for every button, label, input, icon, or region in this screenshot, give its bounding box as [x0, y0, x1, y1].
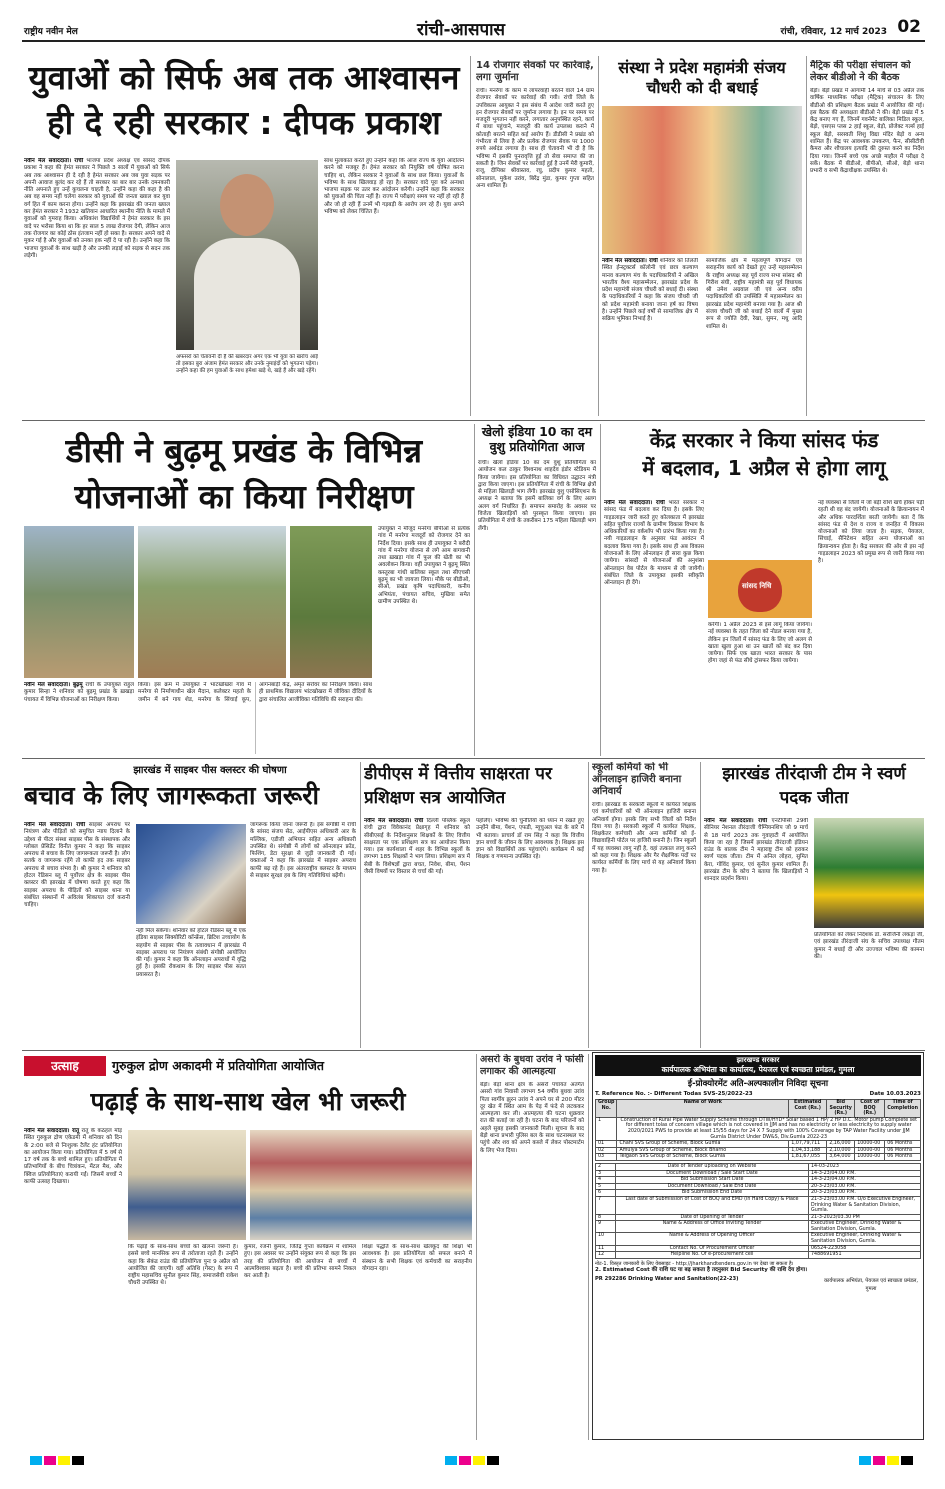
s5-photo-1 — [24, 526, 134, 678]
table-row: 01 Chahi SVS Group of Scheme, Block Gumla 1,07,79,711 2,16,000 10000-00 06 Months — [596, 1141, 921, 1148]
s5-headline-line2: योजनाओं का किया निरीक्षण — [74, 477, 414, 516]
s5-headline — [24, 428, 464, 524]
tender-pr: PR 292286 Drinking Water and Sanitation(22-23) — [595, 1275, 739, 1282]
section-title: रांची-आसपास — [417, 20, 506, 40]
tender-office: कार्यपालक अभियंता का कार्यालय, पेयजल एवं स्वच्छता प्रमंडल, गुमला — [661, 1065, 855, 1074]
s11-byline: नवीन मेल संवाददाता। रांची — [704, 818, 768, 824]
s12-kicker2: गुरुकुल द्रोण अकादमी में प्रतियोगिता आयोजित — [112, 1058, 324, 1073]
col-boq: Cost of BOQ (Rs.) — [855, 1100, 885, 1118]
table-row: 03 Telgaon SVS Group of Scheme, Block Gumla 1,81,67,055 3,64,000 10000-00 06 Months — [596, 1154, 921, 1161]
s1-body2: साथ मुलाकात करते हुए उन्होंने कहा कि आज राज्य के युवा आंदोलन करने को मजबूर हैं। हेमंत सरकार को नियुक्ति वर्ष घोषित करना चाहिए था, लेकिन सरकार ने युवाओं के साथ छल किया। युवाओं के भविष्य के साथ खिलवाड़ हो रहा है। सरकार वादे पूरा करे अन्यथा भाजपा सड़क पर उतर कर आंदोलन करेगी। उन्होंने कहा कि सरकार को युवाओं की चिंता नहीं है। राज्य में परीक्षाएं समय पर नहीं हो रही हैं और जो हो रही हैं उनमें भी गड़बड़ी के आरोप लग रहे हैं। युवा अपने भविष्य को लेकर चिंतित हैं। — [324, 158, 464, 216]
s5-caption-text: रांची के उपायुक्त राहुल कुमार सिन्हा ने शनिवार को बुढ़मू प्रखंड के ख़खड़ा पंचायत में विभिन्न योजनाओं का निरीक्षण किया। — [24, 682, 134, 703]
s1-text: भाजपा प्रदेश अध्यक्ष एवं सांसद दीपक प्रकाश ने कहा की हेमंत सरकार ने पिछले 3 सालों में युवाओं को सिर्फ अब तक आश्वासन ही दे रही है हेमंत सरकार अब जब युवा सड़क पर अपनी आवाज बुलंद कर रहे हैं तो सरकार का बार बार उनके दमनकारी नीति अपनाते हुए उन्हें कुचलना चाहती है, उन्होंने कहा की कहा है की अब वह समय नहीं चलेगा सरकार को युवाओं की जनता ख्याल कर युवा वर्ग हित में काम करना होगा। उन्होंने कहा कि झारखंड की जनता ख्याल कर हेमंत सरकार ने 1932 खतियान आधारित स्थानीय नीति के मामले में युवाओं को गुमराह किया। अधिकांश विद्यार्थियों ने हेमंत सरकार के इस वादे पर भरोसा किया था कि हर साल 5 लाख रोजगार देगी, लेकिन आज तक रोजगार का कोई ठोस इंतजाम नहीं हो सका है। सरकार अपने वादे से मुकर गई है और युवाओं को उनका हक नहीं दे पा रही है। उन्होंने कहा कि भाजपा युवाओं के साथ खड़ी है और उनकी लड़ाई को सड़क से सदन तक लड़ेगी। — [24, 158, 170, 259]
s1-caption: अफसरों को चेतावनी दी है की खबरदार अगर एक भी युवा को खरोंच आई तो इसका बुरा अंजाम हेमंत सरकार और उनके नुमाइंदों को भुगतना पड़ेगा। उन्होंने कहा की हम युवाओं के साथ हमेशा खड़े थे, खड़े हैं और खड़े रहेंगे। — [176, 354, 318, 374]
s12-body2: कि पढ़ाई के साथ-साथ बच्चों को खेलना जरूरी है। इससे बच्चे मानसिक रूप से तरोताजा रहते हैं। उन्होंने कहा कि सेकंड राउंड की प्रतियोगिता पुनः 9 अप्रैल को आयोजित की जाएगी। वहीं अतिथि (गेस्ट) के रूप में राष्ट्रीय महासचिव सुनील कुमार सिंह, समाजसेवी राकेश चौधरी उपस्थित थे। — [128, 1244, 238, 1287]
s12-kicker-bar — [24, 1054, 472, 1078]
s8-body2: नहीं मिल सकेगा। शनिवार को होटल रेडिसन ब्लू में एक इंडिया साइबर सिक्योरिटी कॉन्फ्रेंस, ब्रिटिश उच्चायोग के सहयोग से साइबर पीस के तत्वावधान में झारखंड में साइबर अपराध पर नियंत्रण संबंधी संगोष्ठी आयोजित की गई। कुमार ने कहा कि ऑनलाइन अपराधों में वृद्धि हुई है। इसकी रोकथाम के लिए साइबर पीस सतत प्रयासरत है। — [136, 928, 246, 978]
s12-byline: नवीन मेल संवाददाता। रातू — [24, 1128, 80, 1134]
s1-headline-line1: युवाओं को सिर्फ अब तक आश्वासन — [28, 58, 460, 97]
s7-graphic-label: सांसद निधि — [742, 582, 772, 590]
s7-body — [604, 500, 704, 756]
tender-govt: झारखण्ड सरकार — [736, 1056, 780, 1064]
s10-story — [592, 762, 696, 1048]
tender-head-row — [596, 1100, 921, 1118]
s1-body — [24, 158, 170, 408]
s6-title: खेलो इंडिया 10 का दम वुशु प्रतियोगिता आज — [481, 424, 593, 454]
s3-body — [602, 258, 698, 416]
s5-photo-2 — [138, 526, 286, 678]
paper-name: राष्ट्रीय नवीन मेल — [24, 27, 78, 37]
s3-byline: नवीन मेल संवाददाता। रांची — [602, 258, 658, 264]
tender-sign: कार्यपालक अभियंता, पेयजल एवं स्वच्छता प्रमंडल, गुमला — [823, 1277, 919, 1292]
s12-title: पढ़ाई के साथ-साथ खेल भी जरूरी — [90, 1087, 406, 1116]
s6-body: रांची। खेलो इंडिया 10 का दम वुशु प्रतियोगिता का आयोजन कल ठाकुर विश्वनाथ शाहदेव इंडोर स्टेडियम में किया जायेगा। इस प्रतियोगिता का विधिवत उद्घाटन मंत्री द्वारा किया जाएगा। इस प्रतियोगिता में रांची के विभिन्न क्षेत्रों से महिला खिलाड़ी भाग लेंगी। झारखंड वुशु एसोसिएशन के अध्यक्ष ने बताया कि इसमें बालिका वर्ग के लिए अलग अलग वर्ग निर्धारित हैं। समापन समारोह के अवसर पर विजेता खिलाड़ियों को पुरस्कृत किया जाएगा। इस प्रतियोगिता में रांची के तकरीबन 175 महिला खिलाड़ी भाग लेंगी। — [478, 460, 596, 532]
table-row: 12 Helpline No. Of e-procurement cell 7488691951 — [596, 1252, 921, 1259]
s9-byline: नवीन मेल संवाददाता। रांची — [364, 818, 424, 824]
s11-body — [704, 818, 808, 1048]
col-bid: Bid Security (Rs.) — [827, 1100, 855, 1118]
s13-body: बेड़ो। बेड़ो थाना क्षेत्र के असरो पंचायत अंतर्गत असरो गांव निवासी लगभग 54 वर्षीय बुधवा उरांव पिता स्वर्गीय झुरन उरांव ने अपने घर से 200 मीटर दूर खेत में स्थित आम के पेड़ में फंदे से लटककर आत्महत्या कर ली। आत्महत्या की घटना शुक्रवार रात की बताई जा रही है। घटना के बाद परिजनों को अहले सुबह इसकी जानकारी मिली। सूचना के बाद बेड़ो थाना प्रभारी पुलिस बल के साथ घटनास्थल पर पहुंचे और शव को अपने कब्जे में लेकर पोस्टमार्टम के लिए भेज दिया। — [480, 1082, 584, 1154]
s12-text: रातू के कठहल मोड़ स्थित गुरुकुल द्रोण एकेडमी में शनिवार को दिन के 2:00 बजे से निःशुल्क टैलेंट हंट प्रतियोगिता का आयोजन किया गया। प्रतियोगिता में 5 वर्ष से 17 वर्ष तक के बच्चे शामिल हुए। प्रतियोगिता में प्रतिभागियों के बीच चित्रांकन, मेंटल मैथ, और क्विज प्रतियोगिताएं करायी गईं। जिसमें बच्चों ने काफी उत्साह दिखाया। — [24, 1128, 122, 1186]
table-row: 3 Document Download / Sale Start Date 14-3-23/04.00 P.M. — [596, 1170, 921, 1177]
s13-title: असरो के बुधवा उरांव ने फांसी लगाकर की आत्महत्या — [480, 1054, 584, 1077]
s13-story — [480, 1054, 584, 1440]
table-row: 2 Date of Tender uploading on Website 14-03-2023 — [596, 1163, 921, 1170]
portrait-body — [194, 238, 300, 350]
tender-note2: 2. Estimated Cost की राशि घट या बढ़ सकता है तदनुसार Bid Security की राशि देय होगा। — [595, 1266, 808, 1273]
s12-body — [24, 1128, 122, 1438]
s6-story — [478, 424, 596, 756]
s1-byline: नवीन मेल संवाददाता। रांची — [24, 158, 84, 164]
s7-byline: नवीन मेल संवाददाता। रांची — [604, 500, 665, 506]
tender-info-table — [595, 1163, 921, 1259]
s1-headline-line2: ही दे रही सरकार : दीपक प्रकाश — [47, 103, 441, 142]
s3-text: शनिवार को तिलती स्थित ईन्स्ट्रक्टर्स कॉलोनी एवं छात्र कल्याण मानव कल्याण मंच के पदाधिकारियों ने अखिल भारतीय वैश्य महासम्मेलन, झारखंड प्रदेश के प्रदेश महामंत्री संजय चौधरी को बधाई दी। संस्था के पदाधिकारियों ने कहा कि संजय चौधरी जी को प्रदेश महामंत्री बनाया जाना हर्ष का विषय है। उन्होंने पिछले कई वर्षों से सामाजिक क्षेत्र में सक्रिय भूमिका निभाई है। — [602, 258, 698, 323]
s4-title: मैट्रिक की परीक्षा संचालन को लेकर बीडीओ ने की बैठक — [810, 60, 911, 83]
table-row: 4 Bid Submission Start Date 14-3-23/04.00 P.M. — [596, 1177, 921, 1184]
s10-title: स्कूलों कर्मियों को भी ऑनलाइन हाजिरी बनाना अनिवार्य — [592, 762, 682, 797]
s3-story — [602, 58, 802, 416]
s11-caption: प्रतियोगिता को लेकर निदेशक डॉ. सरोजिनी लकड़ा जी, एवं झारखंड तीरंदाजी संघ के सचिव उपाध्यक्ष गौतम कुमार ने बधाई दी और उज्ज्वल भविष्य की कामना की। — [814, 932, 924, 960]
s5-byline: नवीन मेल संवाददाता। बुढ़मू — [24, 682, 83, 688]
table-row: 8 Date of Opening of Tender 21-3-2023/03.30 PM — [596, 1214, 921, 1221]
s12-body4: शिक्षा पद्धति के साथ-साथ खेलकूद की शिक्षा भी आवश्यक है। इस प्रतियोगिता को सफल बनाने में संस्थान के सभी शिक्षक एवं कर्मचारी का सराहनीय योगदान रहा। — [362, 1244, 472, 1272]
page-number: 02 — [897, 17, 921, 37]
s5-body: किया। इस क्रम में उपायुक्त ने भांटखोखरा गांव में मनरेगा से निर्माणाधीन खेल मैदान, कलेक्टर महतो के जमीन में बने गाय शेड, मनरेगा के सिंचाई कूप, आंगनबाड़ी केंद्र, अमृत सरोवर का निरीक्षण किया। साथ ही प्राथमिक विद्यालय भांटखोखरा में जीविका दीदियों के द्वारा संचालित आजीविका गतिविधि की सराहना की। — [138, 682, 372, 703]
registration-left — [30, 1452, 86, 1466]
col-group: Group No. — [596, 1100, 617, 1118]
tender-header — [595, 1055, 921, 1076]
tender-note: नोट-1. विस्तृत जानकारी के लिए वेबसाइट - http://jharkhandtenders.gov.in पर देखा जा सकता है। — [595, 1260, 794, 1267]
s9-body2: पहलिए। भविष्य की चुनौतियों को ध्यान में रखते हुए उन्होंने बीमा, पेंशन, एफडी, म्यूचुअल फंड के बारे में भी बताया। प्राचार्य डॉ राम सिंह ने कहा कि वित्तीय ज्ञान बच्चों के जीवन के लिए आवश्यक है। शिक्षक इस ज्ञान को विद्यार्थियों तक पहुंचाएंगे। कार्यक्रम में कई शिक्षक व गणमान्य उपस्थित रहे। — [476, 818, 584, 861]
tender-work-row: 1 Construction of Rural Pipe Water Supply Scheme through DTW/HYD* Solar based 1 HP/ 2 HP D.C. Motor pump Complete set for different tolas of concern village which is not covered in JJM and has no electricity or less electricity to supply water 2020/2021 PWS to provide at least 15/55 days for 24 X 7 Supply with 100% Coverage by TAP Water Facility under JJM Gumla District Under DW&S, Div.Gumla 2022-23 — [596, 1117, 921, 1140]
s8-body3: जागरूक किया जाना जरूरी है। इस संगोष्ठी में रांची के सांसद संजय सेठ, आईपीएस अधिकारी आर के मल्लिक, एडीजी अभियान सहित अन्य अधिकारी उपस्थित थे। संगोष्ठी में लोगों को ऑनलाइन फ्रॉड, फिशिंग, डेटा सुरक्षा से जुड़ी जानकारी दी गई। वक्ताओं ने कहा कि झारखंड में साइबर अपराध काफी बढ़ रहे हैं। इस अंतरराष्ट्रीय क्लस्टर के माध्यम से साइबर सुरक्षा हब के लिए गतिविधियां बढ़ेंगी। — [250, 822, 356, 880]
s8-text: साइबर अपराध पर नियंत्रण और पीड़ितों को समुचित न्याय दिलाने के उद्देश्य से पीटर संस्था साइबर पीस के संस्थापक और ग्लोबल प्रेसिडेंट विनीत कुमार ने कहा कि साइबर अपराध से बचाव के लिए जागरूकता जरूरी है। लोग सतर्क व जागरूक रहेंगे तो काफी हद तक साइबर अपराध से बचाव संभव है। श्री कुमार ने शनिवार को होटल रेडिसन ब्लू में पूर्वोत्तर क्षेत्र के साइबर पीस क्लस्टर की झारखंड में घोषणा करते हुए कहा कि साइबर अपराध के पीड़ितों को साइबर थाना या संबंधित संस्थानों में अविलंब शिकायत दर्ज करानी चाहिए। — [24, 822, 130, 909]
s9-title: डीपीएस में वित्तीय साक्षरता पर प्रशिक्षण सत्र आयोजित — [364, 764, 552, 808]
table-row: 9 Name & Address of Office Inviting Tender Executive Engineer, Drinking Water & Sanitation Division, Gumla. — [596, 1221, 921, 1233]
s10-body: रांची। झारखंड के सरकारी स्कूलों में कार्यरत शिक्षक एवं कर्मचारियों को भी ऑनलाइन हाजिरी बनाना अनिवार्य होगा। इसके लिए सभी जिलों को निर्देश दिया गया है। सरकारी स्कूलों में कार्यरत शिक्षक, शिक्षकेतर कर्मचारी और अन्य कर्मियों को ई-विद्यावाहिनी पोर्टल पर हाजिरी बनानी है। जिन स्कूलों में यह व्यवस्था लागू नहीं है, वहां तत्काल लागू करने को कहा गया है। शिक्षक और गैर शैक्षणिक पदों पर कार्यरत कर्मियों के लिए मार्च से यह अनिवार्य किया गया है। — [592, 802, 696, 874]
s11-photo — [814, 818, 924, 928]
masthead — [22, 16, 925, 42]
tender-notice — [592, 1052, 924, 1440]
s9-text: दिल्ली पब्लिक स्कूल रांची द्वारा विवेकानंद प्रेक्षागृह में शनिवार को सीबीएसई के निर्देशानुसार शिक्षकों के लिए वित्तीय साक्षरता पर एक प्रशिक्षण सत्र का आयोजन किया गया। इस कार्यशाला में शहर के विभिन्न स्कूलों के लगभग 185 शिक्षकों ने भाग लिया। प्रशिक्षण सत्र में सेबी के विशेषज्ञों द्वारा बचत, निवेश, बीमा, पेंशन जैसी विषयों पर विस्तार से चर्चा की गई। — [364, 818, 470, 876]
s8-body — [24, 822, 130, 1046]
tender-footer — [595, 1276, 921, 1292]
registration-mid — [445, 1452, 501, 1466]
s12-photo-1 — [128, 1130, 246, 1240]
s8-photo — [136, 824, 246, 924]
col-cost: Estimated Cost (Rs.) — [789, 1100, 827, 1118]
s7-text: भारत सरकार ने सांसद फंड में बदलाव कर दिया है। इसके लिए गाइडलाइन जारी करते हुए कोलकाता में झारखंड सहित पूर्वोत्तर राज्यों के ग्रामीण विकास विभाग के अधिकारियों का वर्कशॉप भी प्रारंभ किया गया है। नयी गाइडलाइन के अनुसार फंड आवंटन में बदलाव किया गया है। इसके साथ ही अब विकास योजनाओं के लिए ऑनलाइन ही सारा कुछ किया जायेगा। सांसदों से योजनाओं की अनुशंसा ऑनलाइन वेब पोर्टल के माध्यम से ली जायेगी। संबंधित जिले के उपायुक्त इसकी स्वीकृति ऑनलाइन ही देंगे। — [604, 500, 704, 587]
s5-photo-3 — [290, 526, 372, 678]
portrait-head — [220, 174, 274, 236]
s4-body: बेड़ो। बेड़ो प्रखंड में आगामी 14 मार्च से 03 अप्रैल तक वार्षिक माध्यमिक परीक्षा (मैट्रिक) संचालन के लिए बीडीओ की प्रशिक्षण बैठक प्रखंड में आयोजित की गई। इस बैठक की अध्यक्षता बीडीओ ने की। बेड़ो प्रखंड में 5 केंद्र बनाए गए हैं, जिनमें गवर्नमेंट बालिका मिडिल स्कूल, बेड़ो, एसएस प्लस 2 हाई स्कूल, बेड़ो, प्रोजेक्ट गर्ल्स हाई स्कूल बेड़ो, सरस्वती शिशु विद्या मंदिर बेड़ो व अन्य शामिल हैं। केंद्र पर आवश्यक उपकरण, फैन, सीसीटीवी कैमरा और शौचालय इत्यादि की दुरुस्त करने का निर्देश दिया गया। जिनमें बच्चे एक अच्छे माहौल में परीक्षा दे सकें। बैठक में बीडीओ, बीपीओ, सीओ, बेड़ो थाना प्रभारी व सभी केंद्राधीक्षक उपस्थित थे। — [810, 88, 924, 175]
table-row: 11 Contact No. Of Procurement Officer 06524-223058 — [596, 1245, 921, 1252]
table-row: 5 Document Download / Sale End Date 20-3-23/03.00 P.M. — [596, 1183, 921, 1190]
s9-body — [364, 818, 470, 1046]
s7-headline-line2: में बदलाव, 1 अप्रैल से होगा लागू — [642, 456, 886, 480]
s12-kicker: उत्साह — [24, 1056, 106, 1076]
table-row: 02 Amuiya SVS Group of Scheme, Block Bharno 1,04,33,188 2,10,000 10000-00 06 Months — [596, 1147, 921, 1154]
s3-body2: सामाजिक क्षेत्र में महत्वपूर्ण योगदान एवं सराहनीय कार्य को देखते हुए उन्हें महासम्मेलन के राष्ट्रीय अध्यक्ष सह पूर्व राज्य सभा सांसद श्री गिरीश संघी, राष्ट्रीय महामंत्री सह पूर्व विधायक श्री उमेश अग्रवाल जी एवं अन्य वरीय पदाधिकारियों की उपस्थिति में महासम्मेलन का झारखंड प्रदेश महामंत्री बनाया गया है। आज श्री संजय चौधरी जी को बधाई देने वालों में मुख्य रूप से ज्योति देवी, रेखा, सुमन, मधु आदि शामिल थे। — [706, 258, 802, 330]
s2-title: 14 रोजगार सेवकों पर कार्रवाई, लगा जुर्माना — [476, 60, 594, 83]
s2-body: रांची। मनरेगा के काम में लापरवाही बरतने वाले 14 ग्राम रोजगार सेवकों पर कार्रवाई की गयी। रांची जिले के उपविकास आयुक्त ने इस संबंध में आदेश जारी करते हुए इन रोजगार सेवकों पर जुर्माना लगाया है। इन पर समय पर मजदूरी भुगतान नहीं करने, लगातार अनुपस्थित रहने, कार्य में बाधा पहुंचाने, मजदूरी की कार्य उपलब्ध कराने में कोताही बरतने सहित कई आरोप हैं। डीडीसी ने प्रखंड को गंभीरता से लिया है और प्रत्येक रोजगार सेवक पर 1000 रुपये अर्थदंड लगाया है। साथ ही चेतावनी भी दी है कि भविष्य में इसकी पुनरावृत्ति हुई तो सेवा समाप्त की जा सकती है। जिन सेवकों पर कार्रवाई हुई है उनमें मेरी कुमारी, राजू, दीपिका श्रीवास्तव, रघु, प्रदीप कुमार महतो, सोनालाल, मुकेश उरांव, बिरेंद्र मुंडा, कुमार गुप्ता सहित अन्य शामिल हैं। — [476, 88, 594, 189]
tender-work: Construction of Rural Pipe Water Supply Scheme through DTW/HYD* Solar based 1 HP/ 2 HP D.C. Motor pump Complete set for different tolas of concern village which is not covered in JJM and has no electricity or less electricity to supply water 2020/2021 PWS to provide at least 15/55 days for 24 X 7 Supply with 100% Coverage by TAP Water Facility under JJM Gumla District Under DW&S, Div.Gumla 2022-23 — [617, 1117, 921, 1140]
s4-story — [810, 60, 924, 416]
registration-right — [859, 1452, 915, 1466]
s8-kicker: झारखंड में साइबर पीस क्लस्टर की घोषणा — [133, 765, 287, 776]
tender-title: ई-प्रोक्योरमेंट अति-अल्पकालीन निविदा सूचना — [687, 1079, 829, 1089]
tender-table — [595, 1099, 921, 1161]
s5-caption — [24, 682, 134, 754]
table-row: 10 Name & Address of Opening Officer Executive Engineer, Drinking Water & Sanitation Division, Gumla. — [596, 1233, 921, 1245]
s3-photo — [602, 106, 802, 254]
col-work: Name of Work — [617, 1100, 789, 1118]
s8-byline: नवीन मेल संवाददाता। रांची — [24, 822, 86, 828]
s1-photo — [176, 160, 318, 350]
s5-body2: उपायुक्त ने मौजूद मनरेगा बीपीओ से प्रत्येक गांव में मनरेगा मजदूरों को रोजगार देने का निर्देश दिया। इसके साथ ही उपायुक्त ने बरौदी गांव में मनरेगा योजना से लगे आम बागवानी तथा ख़खड़ा गांव में फूल की खेती का भी अवलोकन किया। वहीं उपायुक्त ने बुढ़मू स्थित कस्तूरबा गांधी बालिका स्कूल तथा सीएचसी बुढ़मू का भी जायजा लिया। मौके पर बीडीओ, सीओ, प्रखंड कृषि पदाधिकारी, कनीय अभियंता, पंचायत सचिव, मुखिया समेत ग्रामीण उपस्थित थे। — [378, 526, 470, 605]
s2-story — [476, 60, 594, 416]
s7-headline — [604, 426, 924, 496]
s7-body3: नई व्यवस्था से जिलों में जो बड़ी राशि खर्च होकर पड़ी रहती थी वह बंद जायेगी। योजनाओं के क्रियान्वयन में और अधिक पारदर्शिता बरती जायेगी। बता दें कि सांसद फंड से देश व राज्य व जनहित में विकास योजनाओं को लिया जाता है। सड़क, पेयजल, सिंचाई, सैनिटेशन सहित अन्य योजनाओं का क्रियान्वयन होता है। केंद्र सरकार की ओर से इस नई गाइडलाइन 2023 को प्रमुख रूप से जारी किया गया है। — [818, 500, 924, 565]
s12-photo-2 — [250, 1130, 472, 1240]
tender-ref-row — [595, 1091, 921, 1097]
s12-body3: कुमार, रजनी कुमार, जितेंद्र गुप्ता कार्यक्रम में शामिल हुए। इस अवसर पर उन्होंने संयुक्त रूप से कहा कि इस तरह की प्रतियोगिता की आयोजन से बच्चों में आत्मविश्वास बढ़ता है। बच्चे की प्रतिभा सामने निकल कर आती है। — [244, 1244, 356, 1280]
tender-ref: T. Reference No. :- Different Todas SVS-25/2022-23 — [595, 1091, 753, 1097]
col-time: Time of Completion — [885, 1100, 921, 1118]
table-row: 6 Bid Submission End Date 20-3-23/03.00 P.M. — [596, 1190, 921, 1197]
s5-headline-line1: डीसी ने बुढ़मू प्रखंड के विभिन्न — [65, 431, 423, 470]
s3-title: संस्था ने प्रदेश महामंत्री संजय चौधरी को दी बधाई — [618, 58, 786, 97]
s11-title: झारखंड तीरंदाजी टीम ने स्वर्ण पदक जीता — [722, 764, 906, 808]
s8-title: बचाव के लिए जागरूकता जरूरी — [24, 781, 319, 810]
tender-date: Date 10.03.2023 — [869, 1091, 921, 1097]
s1-headline — [24, 56, 464, 152]
color-registration-strip — [30, 1452, 915, 1466]
issue-date: रांची, रविवार, 12 मार्च 2023 — [780, 27, 887, 37]
s7-headline-line1: केंद्र सरकार ने किया सांसद फंड — [649, 428, 879, 452]
s7-body2: करेंगी। 1 अप्रैल 2023 से इसे लागू किया जायेगा। नई व्यवस्था के तहत जिला को नोडल बनाया गया है, लेकिन इन जिलों में सांसद फंड के लिए जो अलग से खाता खुला हुआ था उन खातों को बंद कर दिया जायेगा। सिर्फ एक खाता भारत सरकार के पास होगा जहां से फंड सीधे ट्रांसफर किया जायेगा। — [708, 622, 812, 665]
s7-graphic — [708, 560, 812, 618]
s11-text: एनटीपीसी 29वीं सीनियर नेशनल तीरंदाजी चैम्पियनशिप जो 9 मार्च से 18 मार्च 2023 तक गुवाहाटी में आयोजित किया जा रहा है जिसमें झारखंड तीरंदाजी इंडियन राउंड के बालक टीम ने महाराष्ट्र टीम को हराकर स्वर्ण पदक जीता। टीम में अनिल लोहरा, सुमित केरा, गोविंद कुमार, एवं सुनील कुमार शामिल हैं। झारखंड टीम के कोच ने बताया कि खिलाड़ियों ने शानदार प्रदर्शन किया। — [704, 818, 808, 883]
table-row: 7 Last date of Submission of Cost of BOQ and EMD (in Hard Copy) & Place 21-3-23/03.00 P.M. O/o Executive Engineer, Drinking Water & Sanitation Division, Gumla. — [596, 1196, 921, 1214]
